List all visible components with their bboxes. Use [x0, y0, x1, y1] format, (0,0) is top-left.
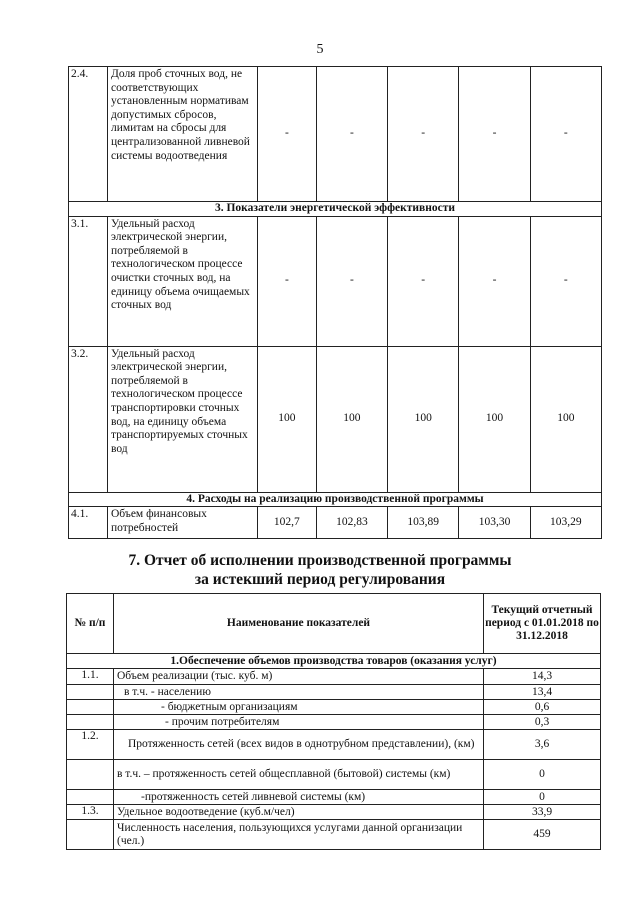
section-title: 3. Показатели энергетической эффективности [69, 202, 602, 217]
table-row [67, 685, 601, 700]
table-row [67, 700, 601, 715]
value-cell: 0 [484, 790, 601, 805]
section-row [69, 492, 602, 507]
indicators-table-continued [68, 66, 602, 539]
table-row [67, 820, 601, 850]
value-cell: - [459, 216, 530, 346]
program-report-table [66, 593, 601, 850]
value-cell: 0,6 [484, 700, 601, 715]
row-name: Удельное водоотведение (куб.м/чел) [114, 805, 484, 820]
row-number: 1.1. [67, 669, 114, 685]
value-cell: - [530, 216, 601, 346]
section-heading-line2: за истекший период регулирования [194, 571, 446, 588]
table-row [69, 216, 602, 346]
value-cell: 3,6 [484, 730, 601, 760]
header-row [67, 594, 601, 654]
value-cell: - [459, 67, 530, 202]
header-name: Наименование показателей [114, 594, 484, 654]
section-row [67, 654, 601, 669]
row-name: в т.ч. – протяженность сетей общесплавной (бытовой) системы (км) [114, 760, 484, 790]
value-cell: - [258, 216, 317, 346]
row-number: 3.2. [69, 346, 108, 492]
value-cell: 13,4 [484, 685, 601, 700]
row-name: Объем финансовых потребностей [108, 507, 258, 539]
row-number [67, 685, 114, 700]
table-row [67, 805, 601, 820]
value-cell: - [388, 216, 459, 346]
value-cell: 100 [316, 346, 387, 492]
row-number: 3.1. [69, 216, 108, 346]
row-name: Доля проб сточных вод, не соответствующих установленным нормативам допустимых сбросов, лимитам на сбросы для централизованной ливневой системы водоотведения [108, 67, 258, 202]
value-cell: 100 [530, 346, 601, 492]
row-number [67, 760, 114, 790]
table-row [67, 790, 601, 805]
value-cell: 100 [258, 346, 317, 492]
value-cell: 103,29 [530, 507, 601, 539]
page-number: 5 [316, 42, 324, 57]
row-name: Численность населения, пользующихся услугами данной организации (чел.) [114, 820, 484, 850]
value-cell: - [258, 67, 317, 202]
value-cell: 459 [484, 820, 601, 850]
section-heading [0, 551, 640, 589]
value-cell: 102,83 [316, 507, 387, 539]
value-cell: 0,3 [484, 715, 601, 730]
value-cell: 33,9 [484, 805, 601, 820]
table-row [69, 507, 602, 539]
value-cell: 14,3 [484, 669, 601, 685]
table-row [67, 715, 601, 730]
row-name: Протяженность сетей (всех видов в однотрубном представлении), (км) [114, 730, 484, 760]
table-row [67, 730, 601, 760]
row-number [67, 820, 114, 850]
row-name: в т.ч. - населению [114, 685, 484, 700]
header-number: № п/п [67, 594, 114, 654]
header-period: Текущий отчетный период с 01.01.2018 по 31.12.2018 [484, 594, 601, 654]
value-cell: 0 [484, 760, 601, 790]
value-cell: - [316, 67, 387, 202]
row-number: 4.1. [69, 507, 108, 539]
section-title: 4. Расходы на реализацию производственной программы [69, 492, 602, 507]
row-name: - прочим потребителям [114, 715, 484, 730]
row-number [67, 790, 114, 805]
row-name: Удельный расход электрической энергии, потребляемой в технологическом процессе транспортировки сточных вод, на единицу объема транспортируемых сточных вод [108, 346, 258, 492]
row-number: 1.3. [67, 805, 114, 820]
value-cell: 100 [388, 346, 459, 492]
section-heading-line1: 7. Отчет об исполнении производственной программы [128, 552, 512, 569]
row-name: -протяженность сетей ливневой системы (км) [114, 790, 484, 805]
value-cell: 103,89 [388, 507, 459, 539]
value-cell: - [316, 216, 387, 346]
row-number: 2.4. [69, 67, 108, 202]
value-cell: 102,7 [258, 507, 317, 539]
section-row [69, 202, 602, 217]
value-cell: - [388, 67, 459, 202]
table-row [69, 67, 602, 202]
table-row [69, 346, 602, 492]
row-number [67, 715, 114, 730]
row-name: - бюджетным организациям [114, 700, 484, 715]
value-cell: - [530, 67, 601, 202]
row-number: 1.2. [67, 730, 114, 760]
table-row [67, 669, 601, 685]
row-number [67, 700, 114, 715]
value-cell: 103,30 [459, 507, 530, 539]
row-name: Удельный расход электрической энергии, потребляемой в технологическом процессе очистки сточных вод, на единицу объема очищаемых сточных вод [108, 216, 258, 346]
value-cell: 100 [459, 346, 530, 492]
row-name: Объем реализации (тыс. куб. м) [114, 669, 484, 685]
section-title: 1.Обеспечение объемов производства товаров (оказания услуг) [67, 654, 601, 669]
table-row [67, 760, 601, 790]
